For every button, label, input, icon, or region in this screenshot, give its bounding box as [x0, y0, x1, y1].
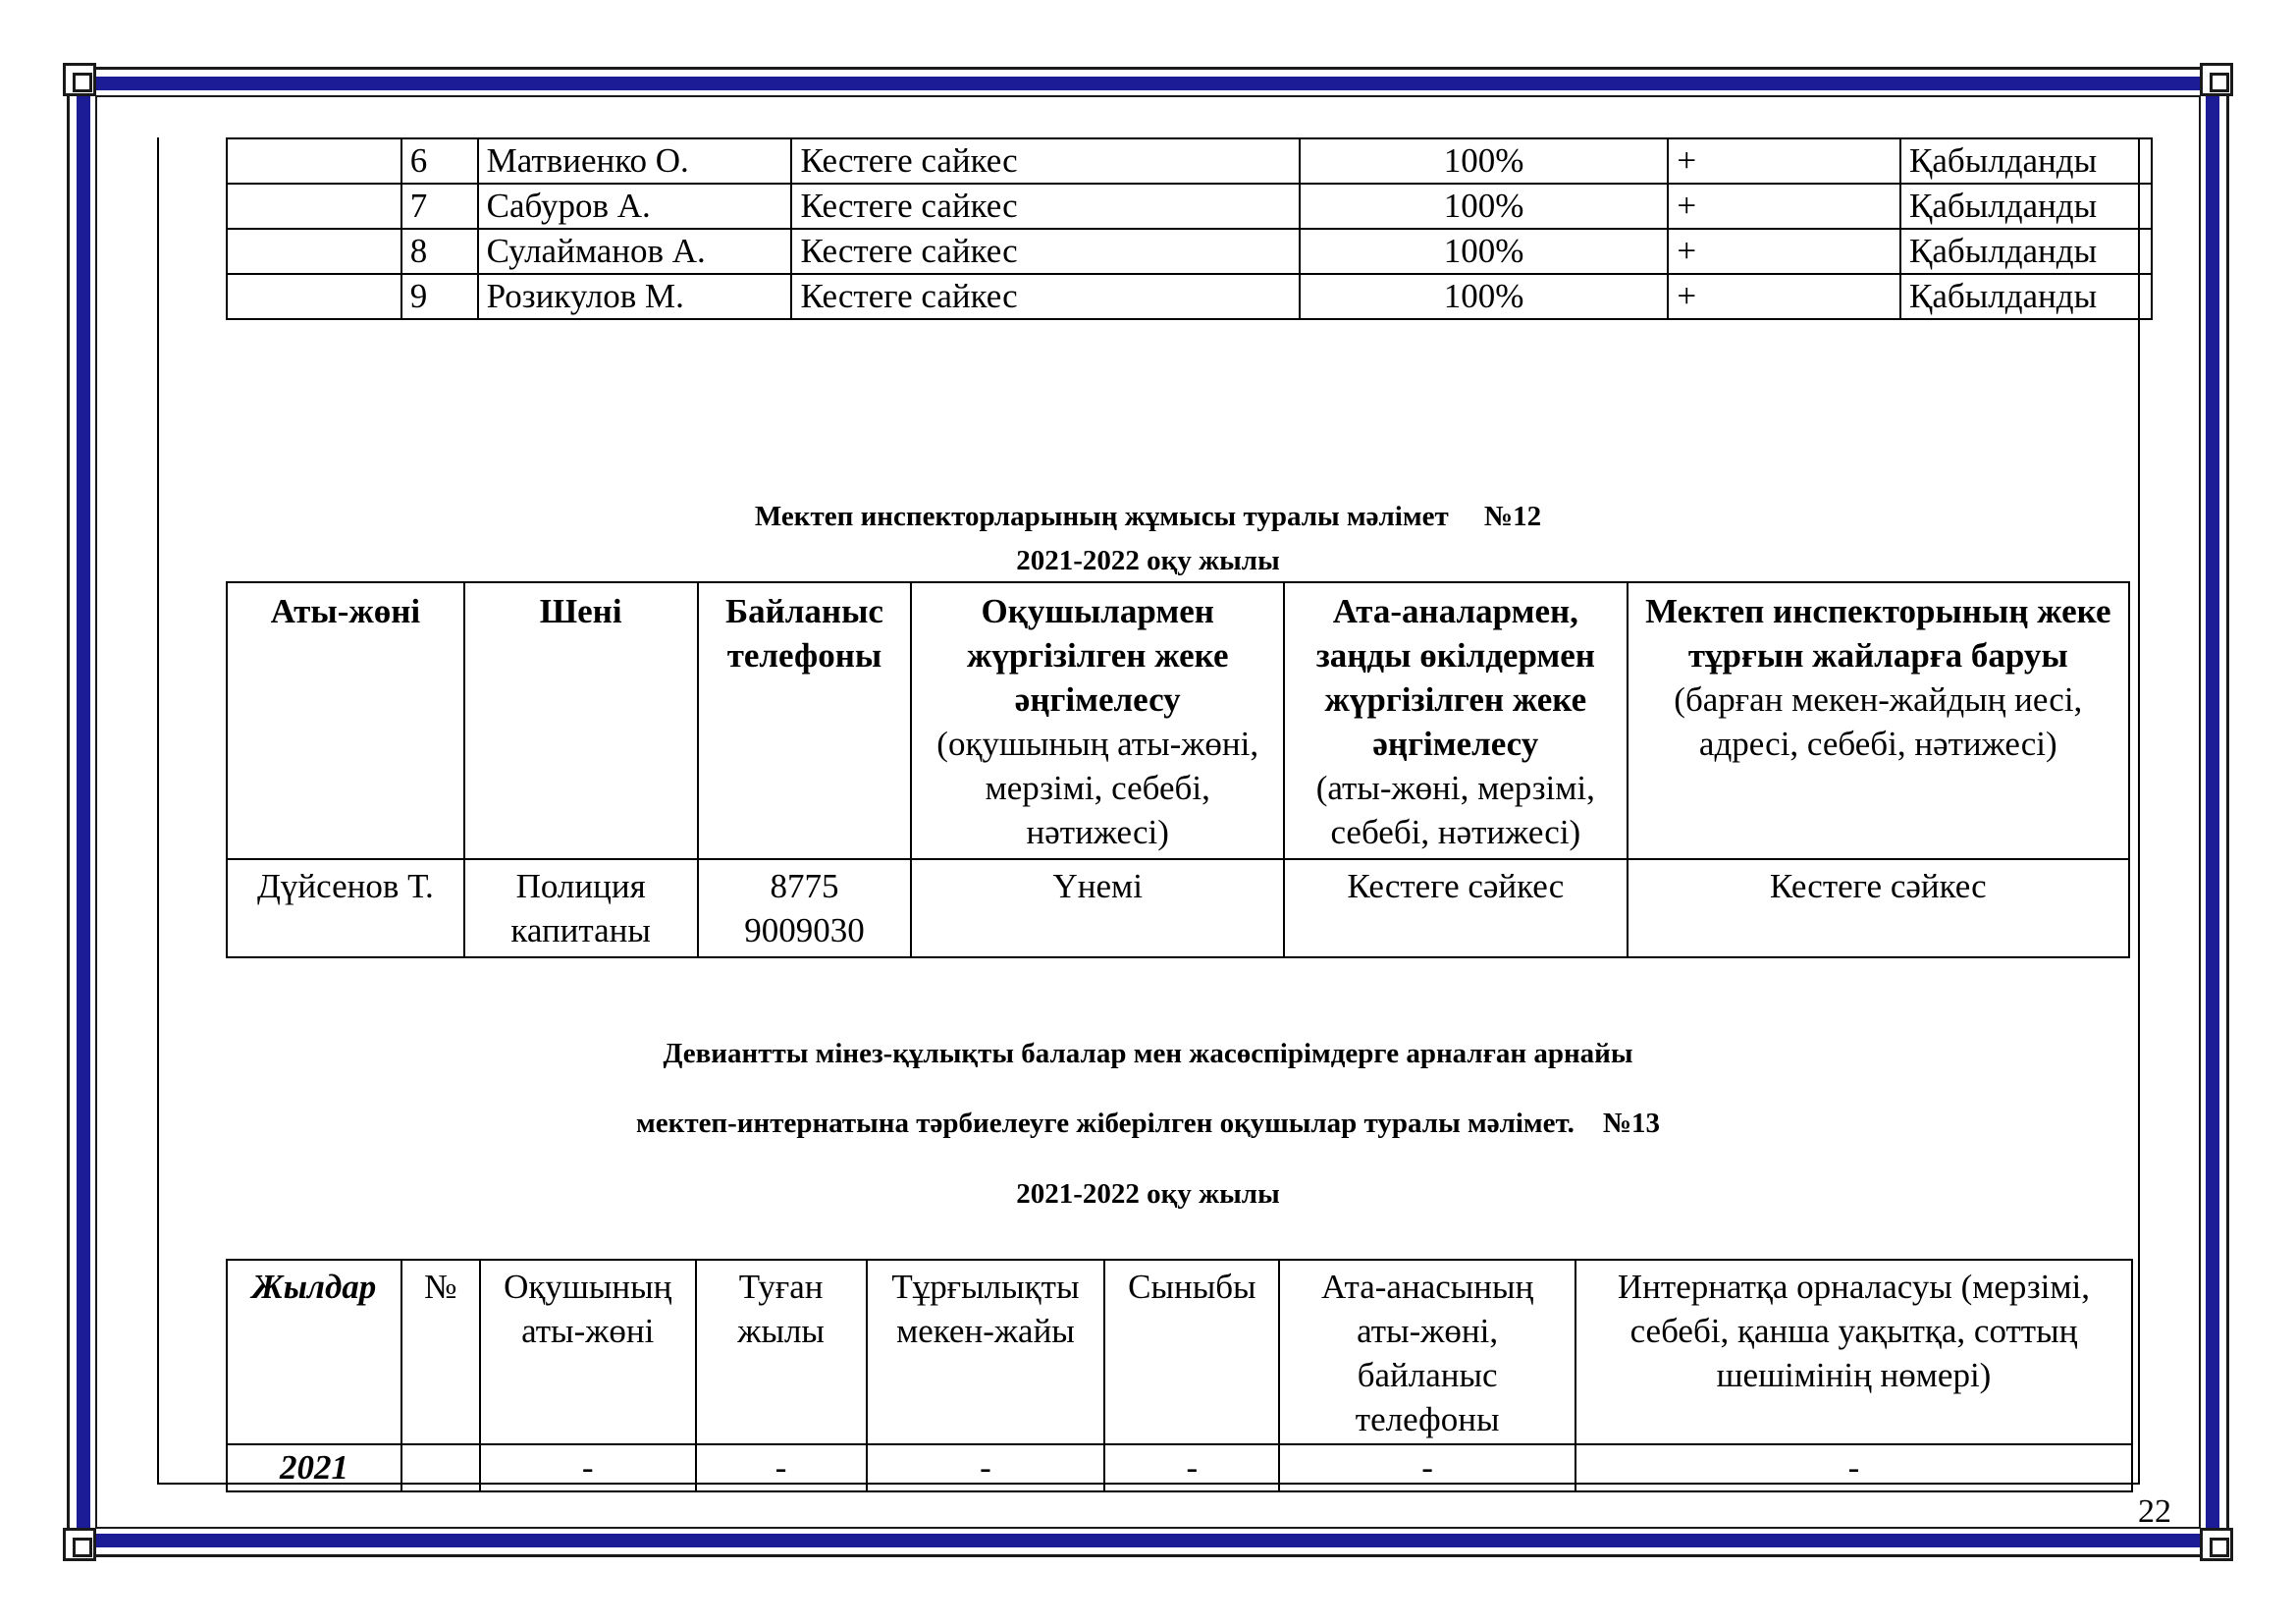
schedule-cell: Кестеге сайкес — [791, 184, 1299, 229]
student-name: Матвиенко О. — [478, 138, 792, 184]
schedule-cell: Кестеге сайкес — [791, 138, 1299, 184]
mark-cell: + — [1668, 138, 1900, 184]
student-name: Розикулов М. — [478, 274, 792, 319]
percent-cell: 100% — [1300, 229, 1669, 274]
schedule-cell: Кестеге сайкес — [791, 229, 1299, 274]
header-phone: Байланыс телефоны — [698, 582, 912, 859]
section-13-title-line1: Девиантты мінез-құлықты балалар мен жасөспірімдерге арналған арнайы — [663, 1038, 1633, 1069]
blank-cell — [227, 229, 401, 274]
mark-cell: + — [1668, 184, 1900, 229]
section-12-year: 2021-2022 оқу жылы — [1016, 545, 1280, 576]
header-student-name: Оқушының аты-жөні — [480, 1260, 696, 1444]
inspector-rank: Полиция капитаны — [464, 859, 698, 957]
header-rank: Шені — [464, 582, 698, 859]
percent-cell: 100% — [1300, 184, 1669, 229]
header-visits-title: Мектеп инспекторының жеке тұрғын жайларға баруы — [1645, 592, 2111, 675]
header-students-title: Оқушылармен жүргізілген жеке әңгімелесу — [966, 592, 1229, 719]
number-cell — [401, 1444, 480, 1491]
inspector-name: Дүйсенов Т. — [227, 859, 464, 957]
frame-corner-ornament — [63, 1528, 96, 1561]
year-cell: 2021 — [227, 1444, 401, 1491]
internat-table — [226, 1259, 2133, 1492]
blank-cell — [227, 184, 401, 229]
page-number: 22 — [2138, 1493, 2171, 1530]
header-row — [227, 1260, 2132, 1444]
row-number: 9 — [401, 274, 478, 319]
header-visits — [1628, 582, 2129, 859]
percent-cell: 100% — [1300, 138, 1669, 184]
placement-cell: - — [1575, 1444, 2132, 1491]
header-parents — [1284, 582, 1628, 859]
table-row — [227, 274, 2152, 319]
header-parents-note: (аты-жөні, мерзімі, себебі, нәтижесі) — [1315, 769, 1595, 851]
header-students — [911, 582, 1284, 859]
parents-talks: Кестеге сәйкес — [1284, 859, 1628, 957]
blank-cell — [227, 274, 401, 319]
table-row — [227, 229, 2152, 274]
phone-line-1: 8775 — [770, 867, 839, 905]
blank-cell — [227, 138, 401, 184]
header-visits-note: (барған мекен-жайдың иесі, адресі, себебі, нәтижесі) — [1674, 680, 2083, 763]
student-name: Сулайманов А. — [478, 229, 792, 274]
result-cell: Қабылданды — [1900, 274, 2152, 319]
row-number: 8 — [401, 229, 478, 274]
result-cell: Қабылданды — [1900, 184, 2152, 229]
section-13-title-line2: мектеп-интернатына тәрбиелеуге жіберілген оқушылар туралы мәлімет. №13 — [635, 1108, 1660, 1139]
header-name: Аты-жөні — [227, 582, 464, 859]
schedule-cell: Кестеге сайкес — [791, 274, 1299, 319]
students-talks: Үнемі — [911, 859, 1284, 957]
header-address: Тұрғылықты мекен-жайы — [867, 1260, 1105, 1444]
result-cell: Қабылданды — [1900, 138, 2152, 184]
phone-line-2: 9009030 — [744, 911, 865, 949]
result-cell: Қабылданды — [1900, 229, 2152, 274]
birth-year-cell: - — [696, 1444, 867, 1491]
section-12-title: Мектеп инспекторларының жұмысы туралы мәлімет №12 — [754, 501, 1542, 532]
mark-cell: + — [1668, 229, 1900, 274]
frame-corner-ornament — [2200, 63, 2233, 96]
header-number: № — [401, 1260, 480, 1444]
student-name-cell: - — [480, 1444, 696, 1491]
results-table — [226, 137, 2153, 320]
parents-cell: - — [1279, 1444, 1575, 1491]
student-name: Сабуров А. — [478, 184, 792, 229]
section-13-year: 2021-2022 оқу жылы — [1016, 1178, 1280, 1210]
row-number: 6 — [401, 138, 478, 184]
percent-cell: 100% — [1300, 274, 1669, 319]
inspectors-table — [226, 581, 2130, 958]
header-years: Жылдар — [227, 1260, 401, 1444]
header-birth-year: Туған жылы — [696, 1260, 867, 1444]
header-placement: Интернатқа орналасуы (мерзімі, себебі, қанша уақытқа, соттың шешімінің нөмері) — [1575, 1260, 2132, 1444]
header-parents-title: Ата-аналармен, заңды өкілдермен жүргізілген жеке әңгімелесу — [1315, 592, 1595, 763]
frame-corner-ornament — [2200, 1528, 2233, 1561]
table-row — [227, 138, 2152, 184]
grade-cell: - — [1104, 1444, 1279, 1491]
table-row — [227, 184, 2152, 229]
inspector-phone — [698, 859, 912, 957]
table-row — [227, 1444, 2132, 1491]
header-row — [227, 582, 2129, 859]
row-number: 7 — [401, 184, 478, 229]
frame-corner-ornament — [63, 63, 96, 96]
home-visits: Кестеге сәйкес — [1628, 859, 2129, 957]
header-parents: Ата-анасының аты-жөні, байланыс телефоны — [1279, 1260, 1575, 1444]
table-row — [227, 859, 2129, 957]
header-grade: Сыныбы — [1104, 1260, 1279, 1444]
address-cell: - — [867, 1444, 1105, 1491]
header-students-note: (оқушының аты-жөні, мерзімі, себебі, нәтижесі) — [936, 725, 1259, 851]
mark-cell: + — [1668, 274, 1900, 319]
